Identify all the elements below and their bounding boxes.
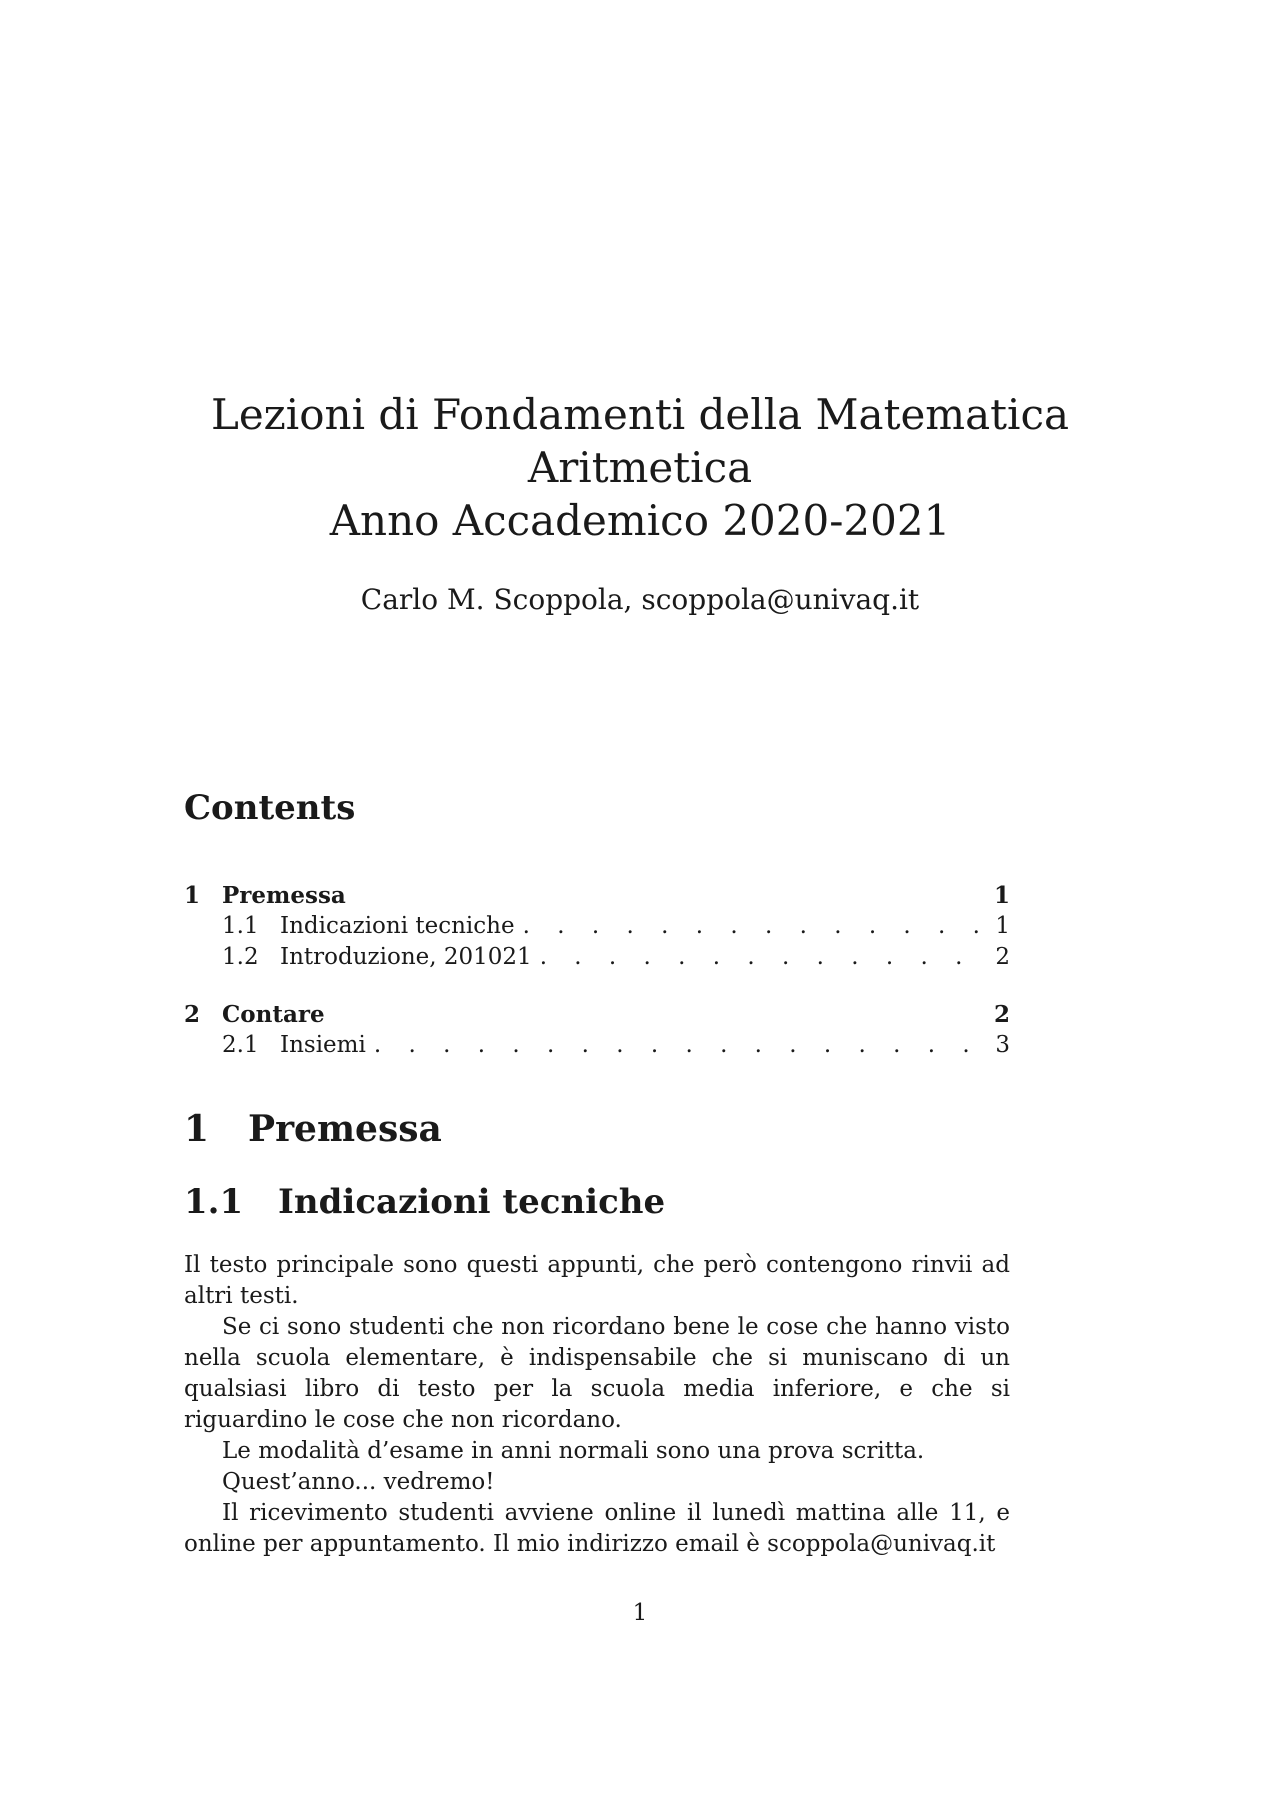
subsection-heading-indicazioni-tecniche bbox=[184, 1180, 665, 1224]
toc-entry-number: 2.1 bbox=[222, 1032, 259, 1058]
toc-entry-page: 1 bbox=[995, 913, 1010, 939]
toc-entry-title: Indicazioni tecniche bbox=[280, 913, 515, 939]
toc-entry-page: 1 bbox=[993, 882, 1010, 909]
toc-entry-number: 1.1 bbox=[222, 913, 259, 939]
page-number: 1 bbox=[632, 1600, 648, 1626]
toc-dot-leader bbox=[532, 942, 988, 973]
paragraph: Le modalità d’esame in anni normali sono una prova scritta. bbox=[222, 1438, 925, 1464]
paragraph: Se ci sono studenti che non ricordano bene le cose che hanno visto nella scuola elementare, è indispensabile che si muniscano di un qualsiasi libro di testo per la scuola media inferiore, e che si riguardino le cose che non ricordano. bbox=[184, 1314, 1010, 1433]
toc-dot-leader bbox=[515, 911, 988, 942]
section-number: 1 bbox=[184, 1108, 210, 1150]
toc-entry-title: Premessa bbox=[222, 882, 346, 909]
section-title: Premessa bbox=[248, 1108, 442, 1150]
subsection-number: 1.1 bbox=[184, 1182, 244, 1222]
contents-heading: Contents bbox=[184, 788, 356, 828]
toc-entry-title: Contare bbox=[222, 1001, 325, 1028]
toc-entry-indicazioni-tecniche[interactable] bbox=[184, 911, 1010, 942]
section-heading-premessa bbox=[184, 1106, 442, 1152]
body-text bbox=[184, 1250, 1010, 1560]
toc-entry-premessa[interactable] bbox=[184, 880, 1010, 911]
paragraph: Quest’anno... vedremo! bbox=[222, 1469, 495, 1495]
toc-dot-leader bbox=[366, 1030, 988, 1061]
paragraph: Il testo principale sono questi appunti, che però contengono rinvii ad altri testi. bbox=[184, 1252, 1010, 1309]
document-title bbox=[0, 388, 1280, 547]
title-line-1: Lezioni di Fondamenti della Matematica bbox=[210, 390, 1070, 439]
subsection-title: Indicazioni tecniche bbox=[278, 1182, 666, 1222]
toc-entry-page: 2 bbox=[995, 944, 1010, 970]
toc-entry-title: Introduzione, 201021 bbox=[280, 944, 532, 970]
paragraph: Il ricevimento studenti avviene online il lunedì mattina alle 11, e online per appuntamento. Il mio indirizzo email è scoppola@univaq.it bbox=[184, 1500, 1010, 1557]
toc-entry-page: 3 bbox=[995, 1032, 1010, 1058]
toc-entry-contare[interactable] bbox=[184, 999, 1010, 1030]
toc-entry-number: 2 bbox=[184, 1001, 201, 1028]
toc-entry-insiemi[interactable] bbox=[184, 1030, 1010, 1061]
toc-entry-introduzione[interactable] bbox=[184, 942, 1010, 973]
toc-entry-number: 1 bbox=[184, 882, 201, 909]
title-line-2: Aritmetica bbox=[527, 443, 753, 492]
title-line-3: Anno Accademico 2020-2021 bbox=[329, 496, 951, 545]
toc-entry-title: Insiemi bbox=[280, 1032, 366, 1058]
toc-entry-page: 2 bbox=[993, 1001, 1010, 1028]
toc-entry-number: 1.2 bbox=[222, 944, 259, 970]
author-line: Carlo M. Scoppola, scoppola@univaq.it bbox=[360, 583, 920, 616]
table-of-contents bbox=[184, 880, 1010, 1061]
